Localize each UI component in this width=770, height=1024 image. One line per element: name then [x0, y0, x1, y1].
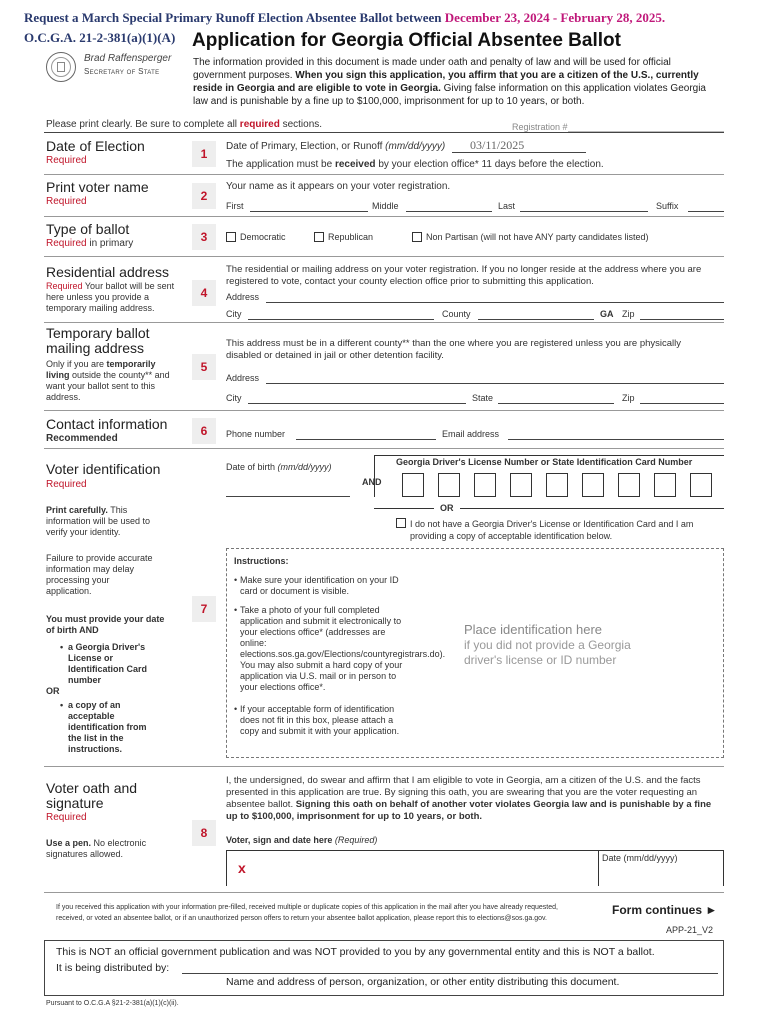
form-continues: Form continues ►	[612, 903, 718, 917]
section-8-required: Required	[46, 812, 87, 823]
sig-label	[226, 835, 377, 845]
temporary-state-label: State	[472, 393, 494, 403]
election-date-note-c: by your election office* 11 days before the election.	[378, 159, 604, 170]
section-5-note-a: Only if you are	[46, 359, 105, 369]
voter-name-label: Your name as it appears on your voter registration.	[226, 181, 451, 192]
phone-label: Phone number	[226, 429, 286, 439]
divider	[44, 892, 724, 893]
section-1-number: 1	[192, 141, 216, 167]
intro-text-2: When you sign this application, you affirm that you are a citizen of the U.S., currently reside in Georgia and are eligible to vote in Georgia.	[193, 70, 699, 94]
dl-digit-3[interactable]	[474, 473, 496, 497]
place-id-subtitle: if you did not provide a Georgia driver's license or ID number	[464, 638, 631, 667]
section-5-title: Temporary ballot mailing address	[46, 325, 150, 356]
section-7-number: 7	[192, 596, 216, 622]
section-2-title: Print voter name	[46, 179, 149, 195]
dl-digit-2[interactable]	[438, 473, 460, 497]
temporary-state-field[interactable]	[498, 403, 614, 404]
section-3-required-suffix: in primary	[89, 238, 134, 249]
bullet-dl: • a Georgia Driver's License or Identification Card number	[60, 642, 156, 686]
divider	[44, 766, 724, 767]
divider	[44, 448, 724, 449]
divider	[44, 410, 724, 411]
distributor-caption: Name and address of person, organization, or other entity distributing this document.	[226, 976, 620, 988]
instruction-1: • Make sure your identification on your ID card or document is visible.	[234, 575, 414, 597]
section-2-number: 2	[192, 183, 216, 209]
or-divider-label: OR	[440, 503, 454, 513]
temporary-address-field[interactable]	[266, 383, 724, 384]
sig-label-req: (Required)	[334, 835, 378, 845]
section-3-number: 3	[192, 224, 216, 250]
state-seal-icon	[46, 52, 76, 82]
and-label: AND	[362, 477, 382, 487]
dl-title: Georgia Driver's License Number or State Identification Card Number	[396, 457, 693, 467]
temporary-zip-field[interactable]	[640, 403, 724, 404]
suffix-field[interactable]	[688, 211, 724, 212]
residential-county-label: County	[442, 309, 471, 319]
instruction-2: • Take a photo of your full completed application and submit it electronically to your elections office* (addresses are online: elections.sos.ga.gov/Elections/countyregistrars.do). You may also submit a hard copy of your application via U.S. mail or in person to your elections office*.	[234, 605, 446, 692]
print-clearly-text: Please print clearly. Be sure to complete all	[46, 119, 238, 130]
nonpartisan-label: Non Partisan (will not have ANY party candidates listed)	[426, 232, 649, 242]
bullet-dl-text: a Georgia Driver's License or Identification Card number	[68, 642, 148, 685]
dl-digit-4[interactable]	[510, 473, 532, 497]
no-dl-checkbox[interactable]	[396, 518, 406, 528]
date-label: Date (mm/dd/yyyy)	[602, 853, 678, 863]
section-8-number: 8	[192, 820, 216, 846]
election-date-note	[226, 159, 604, 170]
signature-x: x	[238, 860, 246, 876]
dob-format: (mm/dd/yyyy)	[277, 462, 332, 472]
dl-digit-7[interactable]	[618, 473, 640, 497]
election-date-label	[226, 141, 445, 152]
divider	[44, 174, 724, 175]
or-label: OR	[46, 686, 60, 696]
instruction-2-text: Take a photo of your full completed application and submit it electronically to your elections office* (addresses are online: elections.sos.ga.gov/Elections/countyregistrars.do). You may also submit a hard copy of your application via U.S. mail or in person to your elections office*.	[240, 605, 446, 692]
divider	[44, 132, 724, 133]
registration-label: Registration #	[512, 122, 568, 132]
section-1-title: Date of Election	[46, 138, 145, 154]
dob-label	[226, 462, 332, 472]
email-label: Email address	[442, 429, 500, 439]
section-6-number: 6	[192, 418, 216, 444]
intro-text-3: Giving false information on this application violates Georgia law and is punishable by a fine up to $100,000, imprisonment for up to 10 years, or both.	[193, 83, 706, 107]
election-date-value[interactable]: 03/11/2025	[470, 138, 525, 152]
dob-text: Date of birth	[226, 462, 276, 472]
democratic-label: Democratic	[240, 232, 286, 242]
residential-county-field[interactable]	[478, 319, 594, 320]
election-date-field	[452, 152, 586, 153]
first-name-field[interactable]	[250, 211, 368, 212]
divider	[44, 322, 724, 323]
divider	[44, 216, 724, 217]
dl-digit-6[interactable]	[582, 473, 604, 497]
instructions-title: Instructions:	[234, 556, 289, 566]
page-title: Application for Georgia Official Absentee Ballot	[192, 30, 621, 51]
section-8-title: Voter oath and signature	[46, 780, 138, 811]
residential-city-field[interactable]	[248, 319, 434, 320]
nonpartisan-checkbox[interactable]	[412, 232, 422, 242]
section-7-title: Voter identification	[46, 461, 161, 477]
section-5-number: 5	[192, 354, 216, 380]
suffix-label: Suffix	[656, 201, 679, 211]
distributed-by: It is being distributed by:	[56, 962, 170, 974]
residential-state-label: GA	[600, 309, 614, 319]
section-3-required	[46, 238, 133, 249]
print-carefully-text: This information will be used to verify your identity.	[46, 505, 151, 537]
no-dl-label: I do not have a Georgia Driver's License or Identification Card and I am providing a copy of acceptable identification below.	[410, 519, 694, 541]
temporary-city-field[interactable]	[248, 403, 466, 404]
must-provide: You must provide your date of birth AND	[46, 614, 165, 635]
section-2-required: Required	[46, 196, 87, 207]
email-field[interactable]	[508, 439, 724, 440]
temporary-address-label: Address	[226, 373, 260, 383]
use-pen-bold: Use a pen.	[46, 838, 92, 848]
last-name-field[interactable]	[520, 211, 648, 212]
section-7-required: Required	[46, 479, 87, 490]
failure-note: Failure to provide accurate information may delay processing your application.	[46, 553, 153, 596]
dob-field[interactable]	[226, 496, 350, 497]
disclaimer-text: This is NOT an official government publication and was NOT provided to you by any governmental entity and this is NOT a ballot.	[56, 946, 655, 958]
dl-digit-8[interactable]	[654, 473, 676, 497]
use-pen-text: No electronic signatures allowed.	[46, 838, 147, 859]
instruction-3-text: If your acceptable form of identification does not fit in this box, please attach a copy and submit it with your application.	[240, 704, 400, 736]
or-divider-right	[460, 508, 724, 509]
section-4-title: Residential address	[46, 264, 169, 280]
residential-desc: The residential or mailing address on your voter registration. If you no longer reside at the address where you are registered to vote, contact your county election office prior to submitting this application.	[226, 264, 702, 287]
instruction-3: • If your acceptable form of identification does not fit in this box, please attach a copy and submit it with your application.	[234, 704, 414, 737]
print-clearly-required: required	[239, 119, 280, 130]
intro-text-1: The information provided in this document is made under oath and penalty of law and will be used for official government purposes.	[193, 57, 671, 81]
print-clearly-sections: sections.	[282, 119, 323, 130]
code-citation: O.C.G.A. 21-2-381(a)(1)(A)	[24, 30, 176, 45]
instruction-1-text: Make sure your identification on your ID card or document is visible.	[240, 575, 399, 596]
dl-digit-1[interactable]	[402, 473, 424, 497]
section-1-required: Required	[46, 155, 87, 166]
first-name-label: First	[226, 201, 244, 211]
last-name-label: Last	[498, 201, 516, 211]
residential-address-label: Address	[226, 292, 260, 302]
election-date-note-a: The application must be	[226, 159, 333, 170]
election-date-note-b: received	[334, 159, 376, 170]
secretary-signature: Brad Raffensperger	[84, 53, 172, 64]
dl-digit-5[interactable]	[546, 473, 568, 497]
form-id: APP-21_V2	[666, 925, 714, 935]
distributor-field[interactable]	[182, 973, 718, 974]
republican-label: Republican	[328, 232, 374, 242]
banner-dates: December 23, 2024 - February 28, 2025.	[444, 10, 666, 25]
election-date-text: Date of Primary, Election, or Runoff	[226, 141, 383, 152]
section-4-note	[46, 281, 186, 314]
banner-prefix: Request a March Special Primary Runoff Election Absentee Ballot between	[24, 10, 442, 25]
middle-name-label: Middle	[372, 201, 399, 211]
republican-checkbox[interactable]	[314, 232, 324, 242]
section-4-note-text: Your ballot will be sent here unless you provide a temporary mailing address.	[46, 281, 175, 313]
section-3-title: Type of ballot	[46, 221, 130, 237]
secretary-role: Secretary of State	[84, 67, 160, 76]
pursuant-note: Pursuant to O.C.G.A §21-2-381(a)(1)(c)(ii).	[46, 1000, 179, 1007]
temporary-desc: This address must be in a different county** than the one where you are registered unless you are physically disabled or detained in jail or other detention facility.	[226, 338, 682, 361]
section-5-note-b: temporarily living	[46, 359, 156, 380]
residential-city-label: City	[226, 309, 242, 319]
residential-address-field[interactable]	[266, 302, 724, 303]
use-pen	[46, 838, 166, 860]
section-4-number: 4	[192, 280, 216, 306]
place-id-title: Place identification here	[464, 622, 603, 637]
signature-divider	[598, 850, 599, 886]
section-5-note	[46, 359, 178, 403]
section-6-recommended: Recommended	[46, 433, 118, 444]
middle-name-field[interactable]	[406, 211, 492, 212]
or-divider-left	[374, 508, 434, 509]
temporary-city-label: City	[226, 393, 242, 403]
phone-field[interactable]	[296, 439, 436, 440]
democratic-checkbox[interactable]	[226, 232, 236, 242]
banner	[24, 10, 764, 26]
print-clearly	[46, 119, 322, 130]
intro-text	[193, 56, 713, 108]
section-4-required: Required	[46, 281, 83, 291]
dl-digit-9[interactable]	[690, 473, 712, 497]
residential-zip-label: Zip	[622, 309, 635, 319]
divider	[44, 256, 724, 257]
temporary-zip-label: Zip	[622, 393, 635, 403]
oath-text	[226, 775, 724, 823]
residential-zip-field[interactable]	[640, 319, 724, 320]
sig-label-text: Voter, sign and date here	[226, 835, 333, 845]
section-3-required-text: Required	[46, 238, 87, 249]
bullet-copy: • a copy of an acceptable identification from the list in the instructions.	[60, 700, 156, 755]
election-date-format: (mm/dd/yyyy)	[385, 141, 446, 152]
bullet-copy-text: a copy of an acceptable identification from the list in the instructions.	[68, 700, 147, 754]
print-carefully	[46, 505, 166, 538]
oath-text-body: I, the undersigned, do swear and affirm that I am eligible to vote in Georgia, am a citizen of the U.S. and the facts presented in this application are true. By signing this oath, you are swearing that you are the voter requesting an absentee ballot.	[226, 775, 701, 810]
section-6-title: Contact information	[46, 416, 168, 432]
report-warning: If you received this application with your information pre-filled, received multiple or duplicate copies of this application in the mail after you have already requested, received, or voted an absentee ballot, or if an unauthorized person offers to return your absentee ballot application, please report this to elections@sos.ga.gov.	[56, 904, 558, 922]
print-carefully-bold: Print carefully.	[46, 505, 108, 515]
section-5-note-c: outside the county** and want your ballot sent to this address.	[46, 370, 170, 402]
oath-text-bold: Signing this oath on behalf of another voter violates Georgia law and is punishable by a fine up to $100,000, imprisonment for up to 10 years, or both.	[226, 799, 712, 822]
